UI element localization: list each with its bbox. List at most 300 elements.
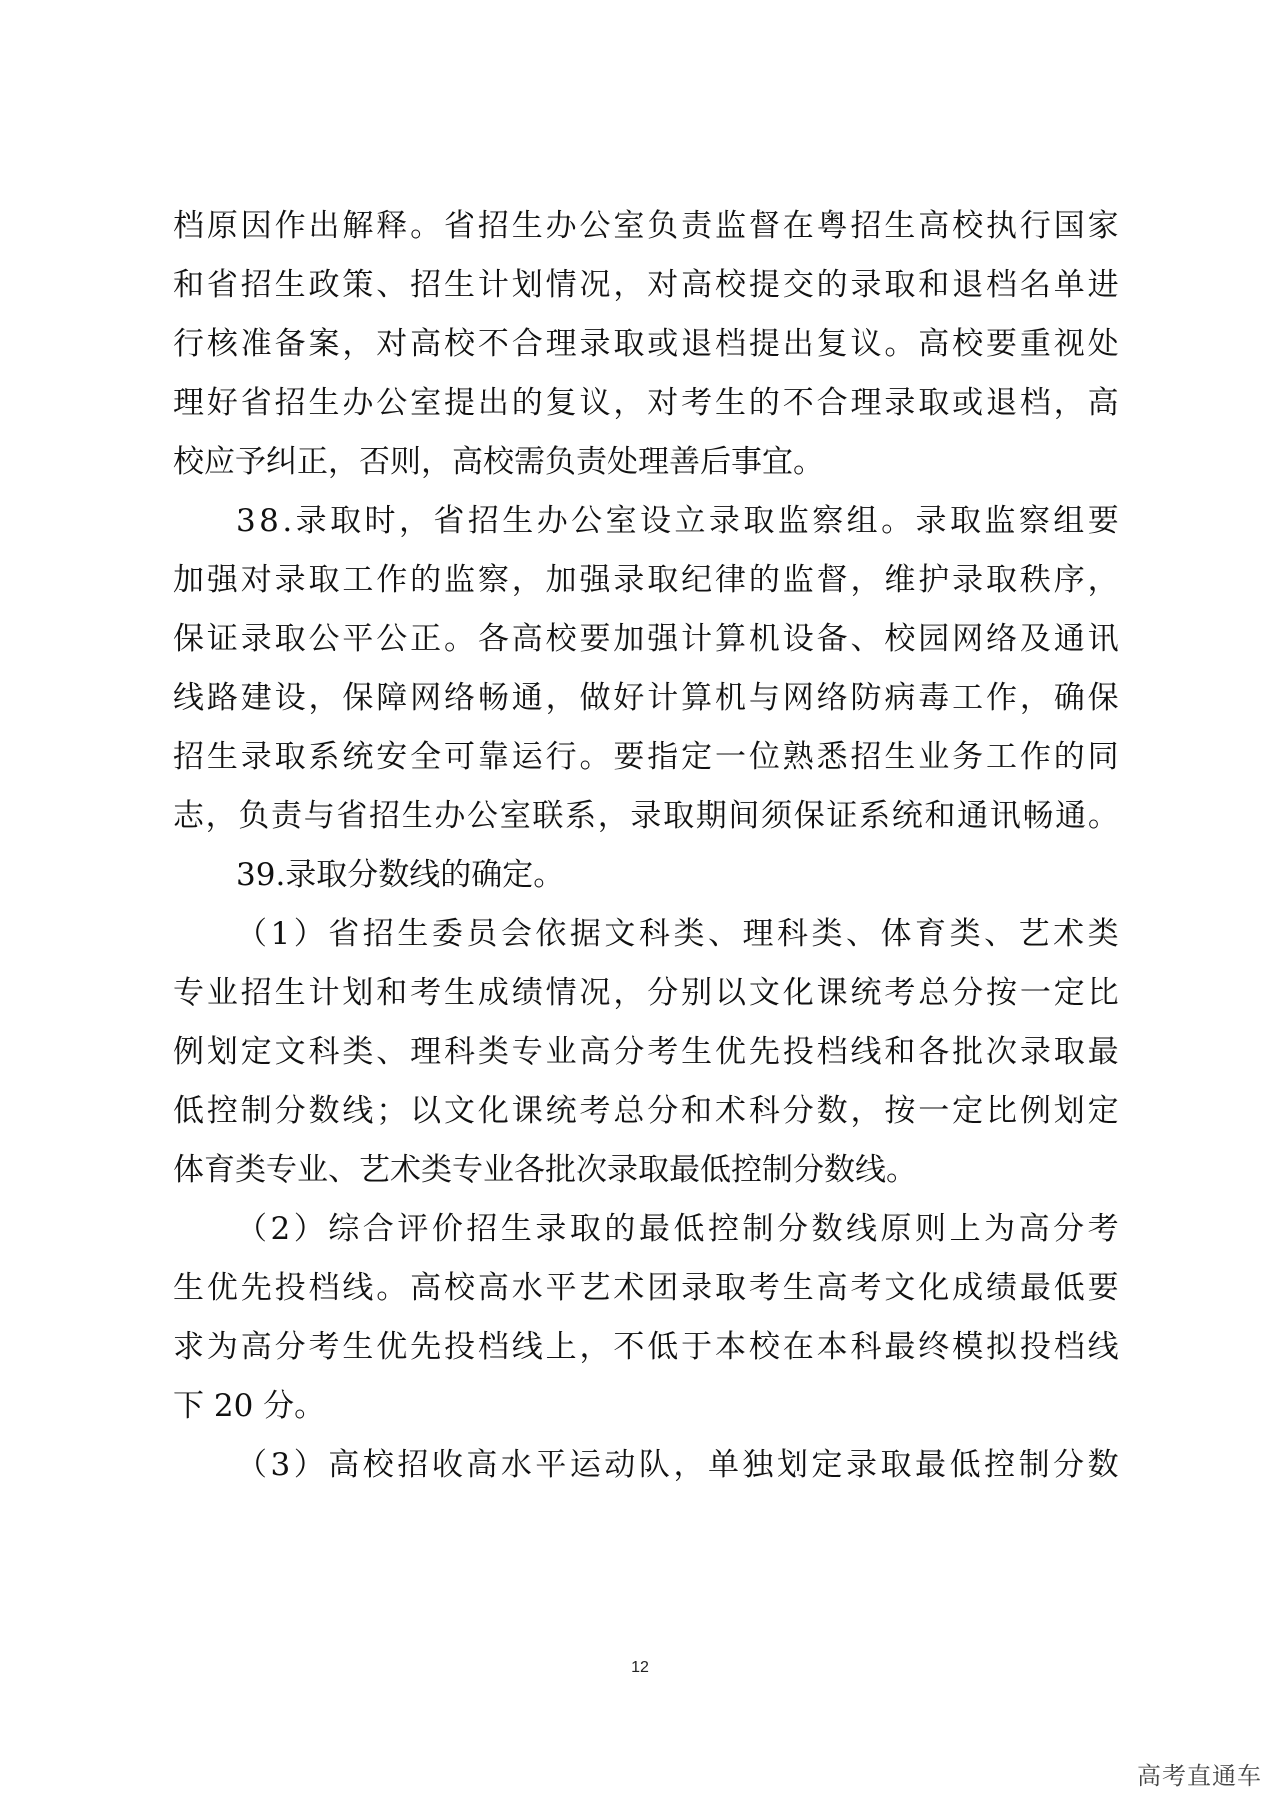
glyph: 求 [173, 1329, 204, 1365]
glyph: 各 [477, 621, 509, 657]
glyph: 加 [545, 562, 577, 598]
glyph: 同 [1087, 739, 1119, 775]
glyph: 生 [884, 208, 916, 244]
glyph: 录 [850, 267, 882, 303]
glyph: 组 [846, 503, 878, 539]
glyph: 定 [681, 739, 713, 775]
glyph: 总 [613, 1093, 645, 1129]
glyph: 线 [846, 1211, 878, 1247]
text-line [173, 383, 1119, 423]
glyph: ， [673, 1447, 705, 1483]
glyph: 取 [569, 1211, 601, 1247]
glyph: 为 [984, 1211, 1016, 1247]
glyph: ， [342, 326, 374, 362]
text-line [173, 1032, 1119, 1072]
glyph: 类 [477, 1034, 509, 1070]
glyph: 高 [681, 267, 713, 303]
glyph: 高 [918, 208, 950, 244]
glyph: 生 [342, 1329, 374, 1365]
glyph: 高 [477, 1270, 509, 1306]
glyph: 。 [410, 208, 442, 244]
glyph: 保 [342, 680, 374, 716]
glyph: ） [293, 1447, 325, 1483]
glyph: 以 [715, 975, 746, 1011]
glyph: 执 [986, 208, 1017, 244]
glyph: 8 [259, 503, 279, 539]
glyph: 办 [536, 503, 568, 539]
glyph: 育 [915, 916, 947, 952]
glyph: 作 [274, 208, 306, 244]
glyph: 建 [240, 680, 272, 716]
glyph: 时 [364, 503, 396, 539]
glyph: 团 [647, 1270, 679, 1306]
glyph: 科 [638, 916, 670, 952]
text-line [173, 678, 1119, 718]
glyph: 生 [511, 208, 543, 244]
glyph: 对 [240, 562, 272, 598]
glyph: 平 [535, 1447, 567, 1483]
glyph: 录 [708, 503, 740, 539]
glyph: 公 [467, 798, 499, 834]
glyph: 系 [565, 798, 597, 834]
glyph: 终 [918, 1329, 950, 1365]
glyph: 会 [500, 916, 532, 952]
glyph: 分 [647, 975, 679, 1011]
glyph: 。 [881, 503, 913, 539]
glyph: 校 [952, 208, 984, 244]
glyph: 数 [811, 1211, 843, 1247]
glyph: 督 [748, 208, 780, 244]
glyph: 公 [376, 385, 408, 421]
glyph: 综 [328, 1211, 360, 1247]
glyph: 高 [410, 326, 442, 362]
glyph: 责 [271, 798, 303, 834]
glyph: 室 [613, 208, 645, 244]
glyph: 靠 [477, 739, 509, 775]
glyph: 课 [816, 975, 848, 1011]
glyph: 准 [240, 326, 272, 362]
glyph: 设 [640, 503, 672, 539]
glyph: 办 [545, 208, 577, 244]
glyph: 或 [952, 385, 984, 421]
glyph: 生 [444, 267, 475, 303]
glyph: 优 [715, 1034, 746, 1070]
glyph: 上 [545, 1329, 577, 1365]
glyph: 加 [173, 562, 204, 598]
glyph: 位 [748, 739, 780, 775]
glyph: 取 [986, 562, 1017, 598]
glyph: 网 [410, 680, 442, 716]
glyph: 投 [274, 1270, 306, 1306]
glyph: 批 [952, 1034, 984, 1070]
glyph: 作 [376, 562, 408, 598]
glyph: 视 [1053, 326, 1085, 362]
glyph: 成 [477, 975, 509, 1011]
glyph: 理 [742, 916, 774, 952]
glyph: 议 [579, 385, 611, 421]
glyph: 和 [918, 267, 950, 303]
glyph: 分 [1053, 1447, 1085, 1483]
glyph: 独 [742, 1447, 774, 1483]
glyph: 考 [681, 385, 713, 421]
glyph: 术 [613, 1270, 645, 1306]
glyph: 对 [376, 326, 408, 362]
glyph: 统 [891, 798, 923, 834]
glyph: 备 [274, 326, 306, 362]
glyph: 取 [918, 385, 950, 421]
glyph: 交 [782, 267, 814, 303]
glyph: 科 [748, 1093, 780, 1129]
glyph: 课 [511, 1093, 543, 1129]
glyph: 提 [444, 385, 475, 421]
glyph: 、 [707, 916, 739, 952]
glyph: 处 [1087, 326, 1119, 362]
glyph: 控 [984, 1447, 1016, 1483]
glyph: 理 [850, 385, 882, 421]
glyph: 合 [511, 326, 543, 362]
glyph: 园 [918, 621, 950, 657]
glyph: 设 [782, 621, 814, 657]
glyph: 与 [303, 798, 335, 834]
glyph: 体 [880, 916, 912, 952]
glyph: 别 [681, 975, 713, 1011]
glyph: 联 [532, 798, 564, 834]
glyph: 工 [986, 739, 1017, 775]
glyph: 统 [342, 739, 374, 775]
glyph: 制 [240, 1093, 272, 1129]
glyph: ， [1053, 385, 1085, 421]
glyph: 比 [1087, 975, 1119, 1011]
text-line [173, 1327, 1119, 1367]
glyph: 办 [342, 385, 374, 421]
glyph: 取 [880, 1447, 912, 1483]
glyph: 运 [511, 739, 543, 775]
page-number: 12 [631, 1659, 649, 1676]
glyph: ； [376, 1093, 408, 1129]
glyph: 线 [342, 1093, 374, 1129]
glyph: 要 [1087, 503, 1119, 539]
glyph: 强 [206, 562, 238, 598]
glyph: 省 [433, 503, 465, 539]
glyph: （ [236, 1211, 267, 1247]
glyph: 志 [173, 798, 204, 834]
glyph: 优 [376, 1329, 408, 1365]
glyph: 作 [986, 680, 1017, 716]
glyph: 按 [986, 975, 1017, 1011]
glyph: 在 [782, 208, 814, 244]
glyph: 价 [431, 1211, 463, 1247]
glyph: 通 [957, 798, 989, 834]
clause-2-start [236, 1209, 1119, 1249]
glyph: 划 [1053, 1093, 1085, 1129]
glyph: 计 [681, 621, 713, 657]
glyph: 生 [308, 385, 340, 421]
glyph: 考 [1087, 1211, 1119, 1247]
glyph: 分 [776, 1211, 808, 1247]
glyph: 保 [793, 798, 825, 834]
glyph: 定 [1087, 1093, 1119, 1129]
glyph: 绩 [986, 1270, 1017, 1306]
glyph: 录 [295, 503, 327, 539]
glyph: 专 [511, 1034, 543, 1070]
glyph: 本 [715, 1329, 746, 1365]
glyph: 动 [604, 1447, 636, 1483]
glyph: 评 [397, 1211, 429, 1247]
glyph: 系 [308, 739, 340, 775]
glyph: 合 [362, 1211, 394, 1247]
glyph: 档 [816, 1034, 848, 1070]
text-line [173, 560, 1119, 600]
glyph: 委 [431, 916, 463, 952]
text-line [173, 796, 1119, 836]
glyph: 类 [342, 1034, 374, 1070]
glyph: 不 [477, 326, 509, 362]
glyph: 科 [308, 1034, 340, 1070]
glyph: 的 [748, 385, 780, 421]
glyph: 护 [918, 562, 950, 598]
glyph: 取 [274, 621, 306, 657]
glyph: 线 [1087, 1329, 1119, 1365]
glyph: 律 [715, 562, 746, 598]
glyph: 科 [776, 916, 808, 952]
glyph: 好 [613, 680, 645, 716]
glyph: 术 [715, 1093, 746, 1129]
glyph: 务 [952, 739, 984, 775]
glyph: 策 [342, 267, 374, 303]
glyph: 则 [915, 1211, 947, 1247]
glyph: 低 [1053, 1270, 1085, 1306]
glyph: （ [236, 1447, 267, 1483]
glyph: 招 [467, 503, 499, 539]
glyph: 释 [376, 208, 408, 244]
glyph: 投 [1019, 1329, 1051, 1365]
glyph: 网 [952, 621, 984, 657]
glyph: 做 [579, 680, 611, 716]
glyph: 校 [952, 326, 984, 362]
glyph: 和 [173, 267, 204, 303]
glyph: 对 [647, 385, 679, 421]
glyph: 校 [444, 1270, 475, 1306]
text-line: 校应予纠正，否则，高校需负责处理善后事宜。 [173, 444, 824, 480]
glyph: 与 [748, 680, 780, 716]
glyph: ， [613, 385, 645, 421]
glyph: 招 [410, 267, 442, 303]
glyph: 录 [613, 562, 645, 598]
glyph: 家 [1087, 208, 1119, 244]
glyph: 须 [761, 798, 793, 834]
glyph: 录 [240, 739, 272, 775]
glyph: 间 [728, 798, 760, 834]
glyph: 高 [1018, 1211, 1050, 1247]
glyph: 。 [376, 1270, 408, 1306]
glyph: 情 [545, 267, 577, 303]
glyph: 生 [397, 916, 429, 952]
text-line: 下 20 分。 [173, 1388, 326, 1424]
glyph: 的 [604, 1211, 636, 1247]
glyph: 考 [308, 1329, 340, 1365]
glyph: 公 [308, 621, 340, 657]
glyph: 监 [782, 562, 814, 598]
glyph: 各 [918, 1034, 950, 1070]
glyph: 工 [342, 562, 374, 598]
section-39-heading: 39.录取分数线的确定。 [236, 857, 565, 893]
glyph: ， [850, 1093, 882, 1129]
glyph: 省 [206, 267, 238, 303]
glyph: 招 [173, 739, 204, 775]
glyph: 于 [681, 1329, 713, 1365]
glyph: 取 [330, 503, 362, 539]
glyph: 强 [579, 562, 611, 598]
text-line [173, 265, 1119, 305]
glyph: 可 [444, 739, 475, 775]
glyph: ， [398, 503, 430, 539]
glyph: 生 [274, 975, 306, 1011]
glyph: 文 [748, 975, 780, 1011]
glyph: 通 [511, 680, 543, 716]
glyph: ， [1019, 680, 1051, 716]
glyph: 理 [173, 385, 204, 421]
glyph: 生 [206, 739, 238, 775]
glyph: 行 [1019, 208, 1051, 244]
glyph: 要 [1087, 1270, 1119, 1306]
glyph: 以 [410, 1093, 442, 1129]
glyph: 督 [816, 562, 848, 598]
glyph: 负 [238, 798, 270, 834]
glyph: 和 [681, 1093, 713, 1129]
glyph: 高 [816, 1270, 848, 1306]
glyph: 生 [274, 267, 306, 303]
glyph: 的 [511, 385, 543, 421]
glyph: 、 [376, 1034, 408, 1070]
glyph: 加 [613, 621, 645, 657]
glyph: 制 [742, 1211, 774, 1247]
glyph: 划 [776, 1447, 808, 1483]
glyph: 理 [545, 326, 577, 362]
glyph: 类 [1087, 916, 1119, 952]
glyph: 。 [444, 621, 475, 657]
glyph: 绩 [511, 975, 543, 1011]
glyph: 分 [952, 975, 984, 1011]
clause-3-start [236, 1445, 1119, 1485]
glyph: 艺 [1018, 916, 1050, 952]
glyph: 统 [545, 1093, 577, 1129]
glyph: ， [597, 798, 629, 834]
glyph: 通 [1055, 798, 1087, 834]
glyph: 总 [918, 975, 950, 1011]
glyph: 艺 [579, 1270, 611, 1306]
glyph: 分 [613, 1034, 645, 1070]
glyph: 控 [707, 1211, 739, 1247]
glyph: 行 [173, 326, 204, 362]
glyph: 取 [647, 562, 679, 598]
glyph: 文 [274, 1034, 306, 1070]
glyph: 定 [811, 1447, 843, 1483]
glyph: 招 [477, 208, 509, 244]
glyph: 、 [846, 916, 878, 952]
glyph: 录 [952, 562, 984, 598]
glyph: 业 [545, 1034, 577, 1070]
glyph: 和 [376, 975, 408, 1011]
glyph: 化 [477, 1093, 509, 1129]
glyph: 3 [270, 1447, 291, 1483]
glyph: 招 [240, 975, 272, 1011]
glyph: 招 [362, 916, 394, 952]
glyph: 录 [846, 1447, 878, 1483]
glyph: ， [850, 562, 882, 598]
glyph: 分 [647, 1093, 679, 1129]
glyph: 重 [1019, 326, 1051, 362]
glyph: 招 [397, 1447, 429, 1483]
glyph: 要 [986, 326, 1017, 362]
glyph: 悉 [816, 739, 848, 775]
glyph: 原 [206, 208, 238, 244]
glyph: 专 [173, 975, 204, 1011]
glyph: 生 [500, 1211, 532, 1247]
text-line [173, 619, 1119, 659]
glyph: 队 [638, 1447, 670, 1483]
glyph: 取 [308, 562, 340, 598]
glyph: 障 [376, 680, 408, 716]
glyph: 取 [884, 267, 916, 303]
glyph: 投 [782, 1034, 814, 1070]
glyph: 合 [816, 385, 848, 421]
glyph: 因 [240, 208, 272, 244]
glyph: 校 [545, 621, 577, 657]
glyph: 要 [579, 621, 611, 657]
glyph: 公 [376, 621, 408, 657]
glyph: 原 [880, 1211, 912, 1247]
glyph: 室 [499, 798, 531, 834]
glyph: 平 [342, 621, 374, 657]
text-line [173, 206, 1119, 246]
glyph: 分 [1053, 1211, 1085, 1247]
glyph: 录 [579, 326, 611, 362]
glyph: 工 [952, 680, 984, 716]
glyph: 核 [206, 326, 238, 362]
glyph: 指 [647, 739, 679, 775]
glyph: 业 [206, 975, 238, 1011]
glyph: 控 [206, 1093, 238, 1129]
glyph: 生 [681, 1034, 713, 1070]
glyph: 的 [410, 562, 442, 598]
glyph: 名 [1019, 267, 1051, 303]
glyph: 监 [984, 503, 1016, 539]
glyph: ， [308, 680, 340, 716]
glyph: 全 [410, 739, 442, 775]
glyph: 正 [410, 621, 442, 657]
glyph: 公 [579, 208, 611, 244]
glyph: 出 [308, 208, 340, 244]
glyph: 成 [952, 1270, 984, 1306]
glyph: ， [579, 1329, 611, 1365]
glyph: 生 [401, 798, 433, 834]
glyph: 退 [952, 267, 984, 303]
glyph: 算 [681, 680, 713, 716]
text-line [173, 1268, 1119, 1308]
glyph: 高 [511, 621, 543, 657]
glyph: 不 [782, 385, 814, 421]
glyph: 案 [308, 326, 340, 362]
glyph: 解 [342, 208, 374, 244]
glyph: 立 [674, 503, 706, 539]
glyph: 络 [986, 621, 1017, 657]
section-38-heading [236, 501, 1119, 541]
glyph: 线 [342, 1270, 374, 1306]
glyph: 本 [816, 1329, 848, 1365]
glyph: 防 [850, 680, 882, 716]
glyph: 国 [1053, 208, 1085, 244]
glyph: 生 [884, 739, 916, 775]
